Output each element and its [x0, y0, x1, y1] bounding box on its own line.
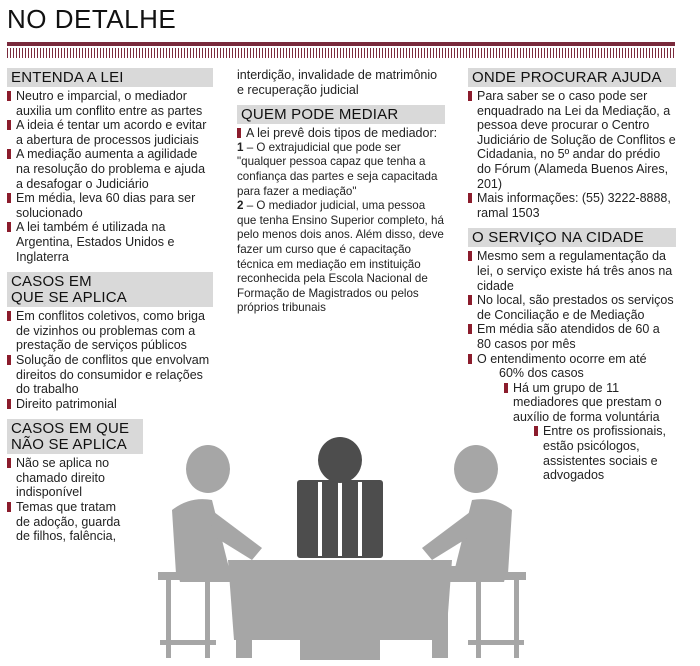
list-item: A lei também é utilizada na Argentina, Estados Unidos e Inglaterra [7, 220, 213, 264]
list-item: Solução de conflitos que envolvam direitos do consumidor e relações do trabalho [7, 353, 213, 397]
section-casos-em-que-se-aplica [7, 272, 213, 411]
list-item-line: O entendimento ocorre em até [477, 351, 647, 366]
list-item-line: Há um grupo de 11 [513, 380, 620, 395]
list-item: Não se aplica no chamado direito indisponível [7, 456, 126, 500]
list-item-line: assistentes sociais e [543, 453, 658, 468]
section-entenda-a-lei [7, 68, 213, 264]
heading-quem-pode-mediar: QUEM PODE MEDIAR [237, 105, 445, 124]
list-item: Mais informações: (55) 3222-8888, ramal 1503 [468, 191, 676, 220]
list-item: A ideia é tentar um acordo e evitar a abertura de processos judiciais [7, 118, 213, 147]
type-text: – O mediador judicial, uma pessoa que tenha Ensino Superior completo, há pelo menos dois anos. Além disso, deve fazer um curso que é capacitação técnica em mediação em instituição reconhecida pela Escola Nacional de Formação de Magistrados ou pelos próprios tribunais [237, 199, 444, 315]
list-item: Neutro e imparcial, o mediador auxilia um conflito entre as partes [7, 89, 213, 118]
list-item: Direito patrimonial [7, 397, 213, 412]
section-quem-pode-mediar [237, 105, 445, 316]
section-casos-em-que-nao-se-aplica [7, 419, 213, 544]
heading-line: NÃO SE APLICA [11, 436, 127, 454]
type-number: 2 [237, 199, 244, 213]
heading-casos-em-que-se-aplica [7, 272, 213, 307]
section-onde-procurar-ajuda [468, 68, 676, 220]
title-stripe-rule [7, 48, 675, 58]
type-number: 1 [237, 140, 244, 154]
list-item-line: 60% dos casos [499, 366, 584, 381]
list-item [534, 424, 676, 482]
heading-onde-procurar-ajuda: ONDE PROCURAR AJUDA [468, 68, 676, 87]
list-item-line: advogados [543, 468, 605, 483]
column-middle [237, 68, 445, 324]
mediator-type-judicial [237, 199, 445, 316]
heading-o-servico-na-cidade: O SERVIÇO NA CIDADE [468, 228, 676, 247]
heading-entenda-a-lei: ENTENDA A LEI [7, 68, 213, 87]
list-item: Temas que tratam de adoção, guarda de filhos, falência, [7, 500, 126, 544]
list-item: No local, são prestados os serviços de Conciliação e de Mediação [468, 293, 676, 322]
heading-line: CASOS EM QUE [11, 420, 130, 438]
page-title: NO DETALHE [7, 4, 177, 34]
center-chair-icon [297, 480, 383, 558]
left-chair-icon [158, 572, 216, 658]
column-left [7, 68, 213, 552]
list-item-line: mediadores que prestam o [513, 395, 662, 410]
section-continuation [237, 68, 445, 97]
list-item: Em conflitos coletivos, como briga de vizinhos ou problemas com a prestação de serviços públicos [7, 309, 213, 353]
list-item: Para saber se o caso pode ser enquadrado na Lei da Mediação, a pessoa deve procurar o Centro Judiciário de Solução de Conflitos e Cidadania, no 5º andar do prédio do Fórum (Alameda Buenos Aires, 201) [468, 89, 676, 191]
section-o-servico-na-cidade [468, 228, 676, 483]
list-item: Em média, leva 60 dias para ser solucionado [7, 191, 213, 220]
list-item: Mesmo sem a regulamentação da lei, o serviço existe há três anos na cidade [468, 249, 676, 293]
column-right [468, 68, 676, 491]
title-rule [7, 42, 675, 46]
heading-line: QUE SE APLICA [11, 289, 127, 307]
list-item [504, 381, 676, 425]
heading-line: CASOS EM [11, 273, 92, 291]
heading-casos-em-que-nao-se-aplica [7, 419, 143, 454]
table-icon [228, 560, 452, 660]
list-item-line: Entre os profissionais, [543, 424, 666, 439]
type-text: – O extrajudicial que pode ser "qualquer pessoa capaz que tenha a confiança das partes e seja capacitada para fazer a mediação" [237, 140, 438, 198]
list-item: Em média são atendidos de 60 a 80 casos por mês [468, 322, 676, 351]
right-chair-icon [468, 572, 526, 658]
list-item [468, 352, 676, 381]
list-item-line: estão psicólogos, [543, 439, 640, 454]
center-person-icon [318, 437, 362, 483]
continuation-text: interdição, invalidade de matrimônio e recuperação judicial [237, 68, 438, 97]
list-item-line: auxílio de forma voluntária [513, 409, 660, 424]
list-item: A mediação aumenta a agilidade na resolução do problema e ajuda a desafogar o Judiciário [7, 147, 213, 191]
list-item: A lei prevê dois tipos de mediador: [237, 126, 445, 141]
mediator-type-extrajudicial [237, 141, 445, 199]
